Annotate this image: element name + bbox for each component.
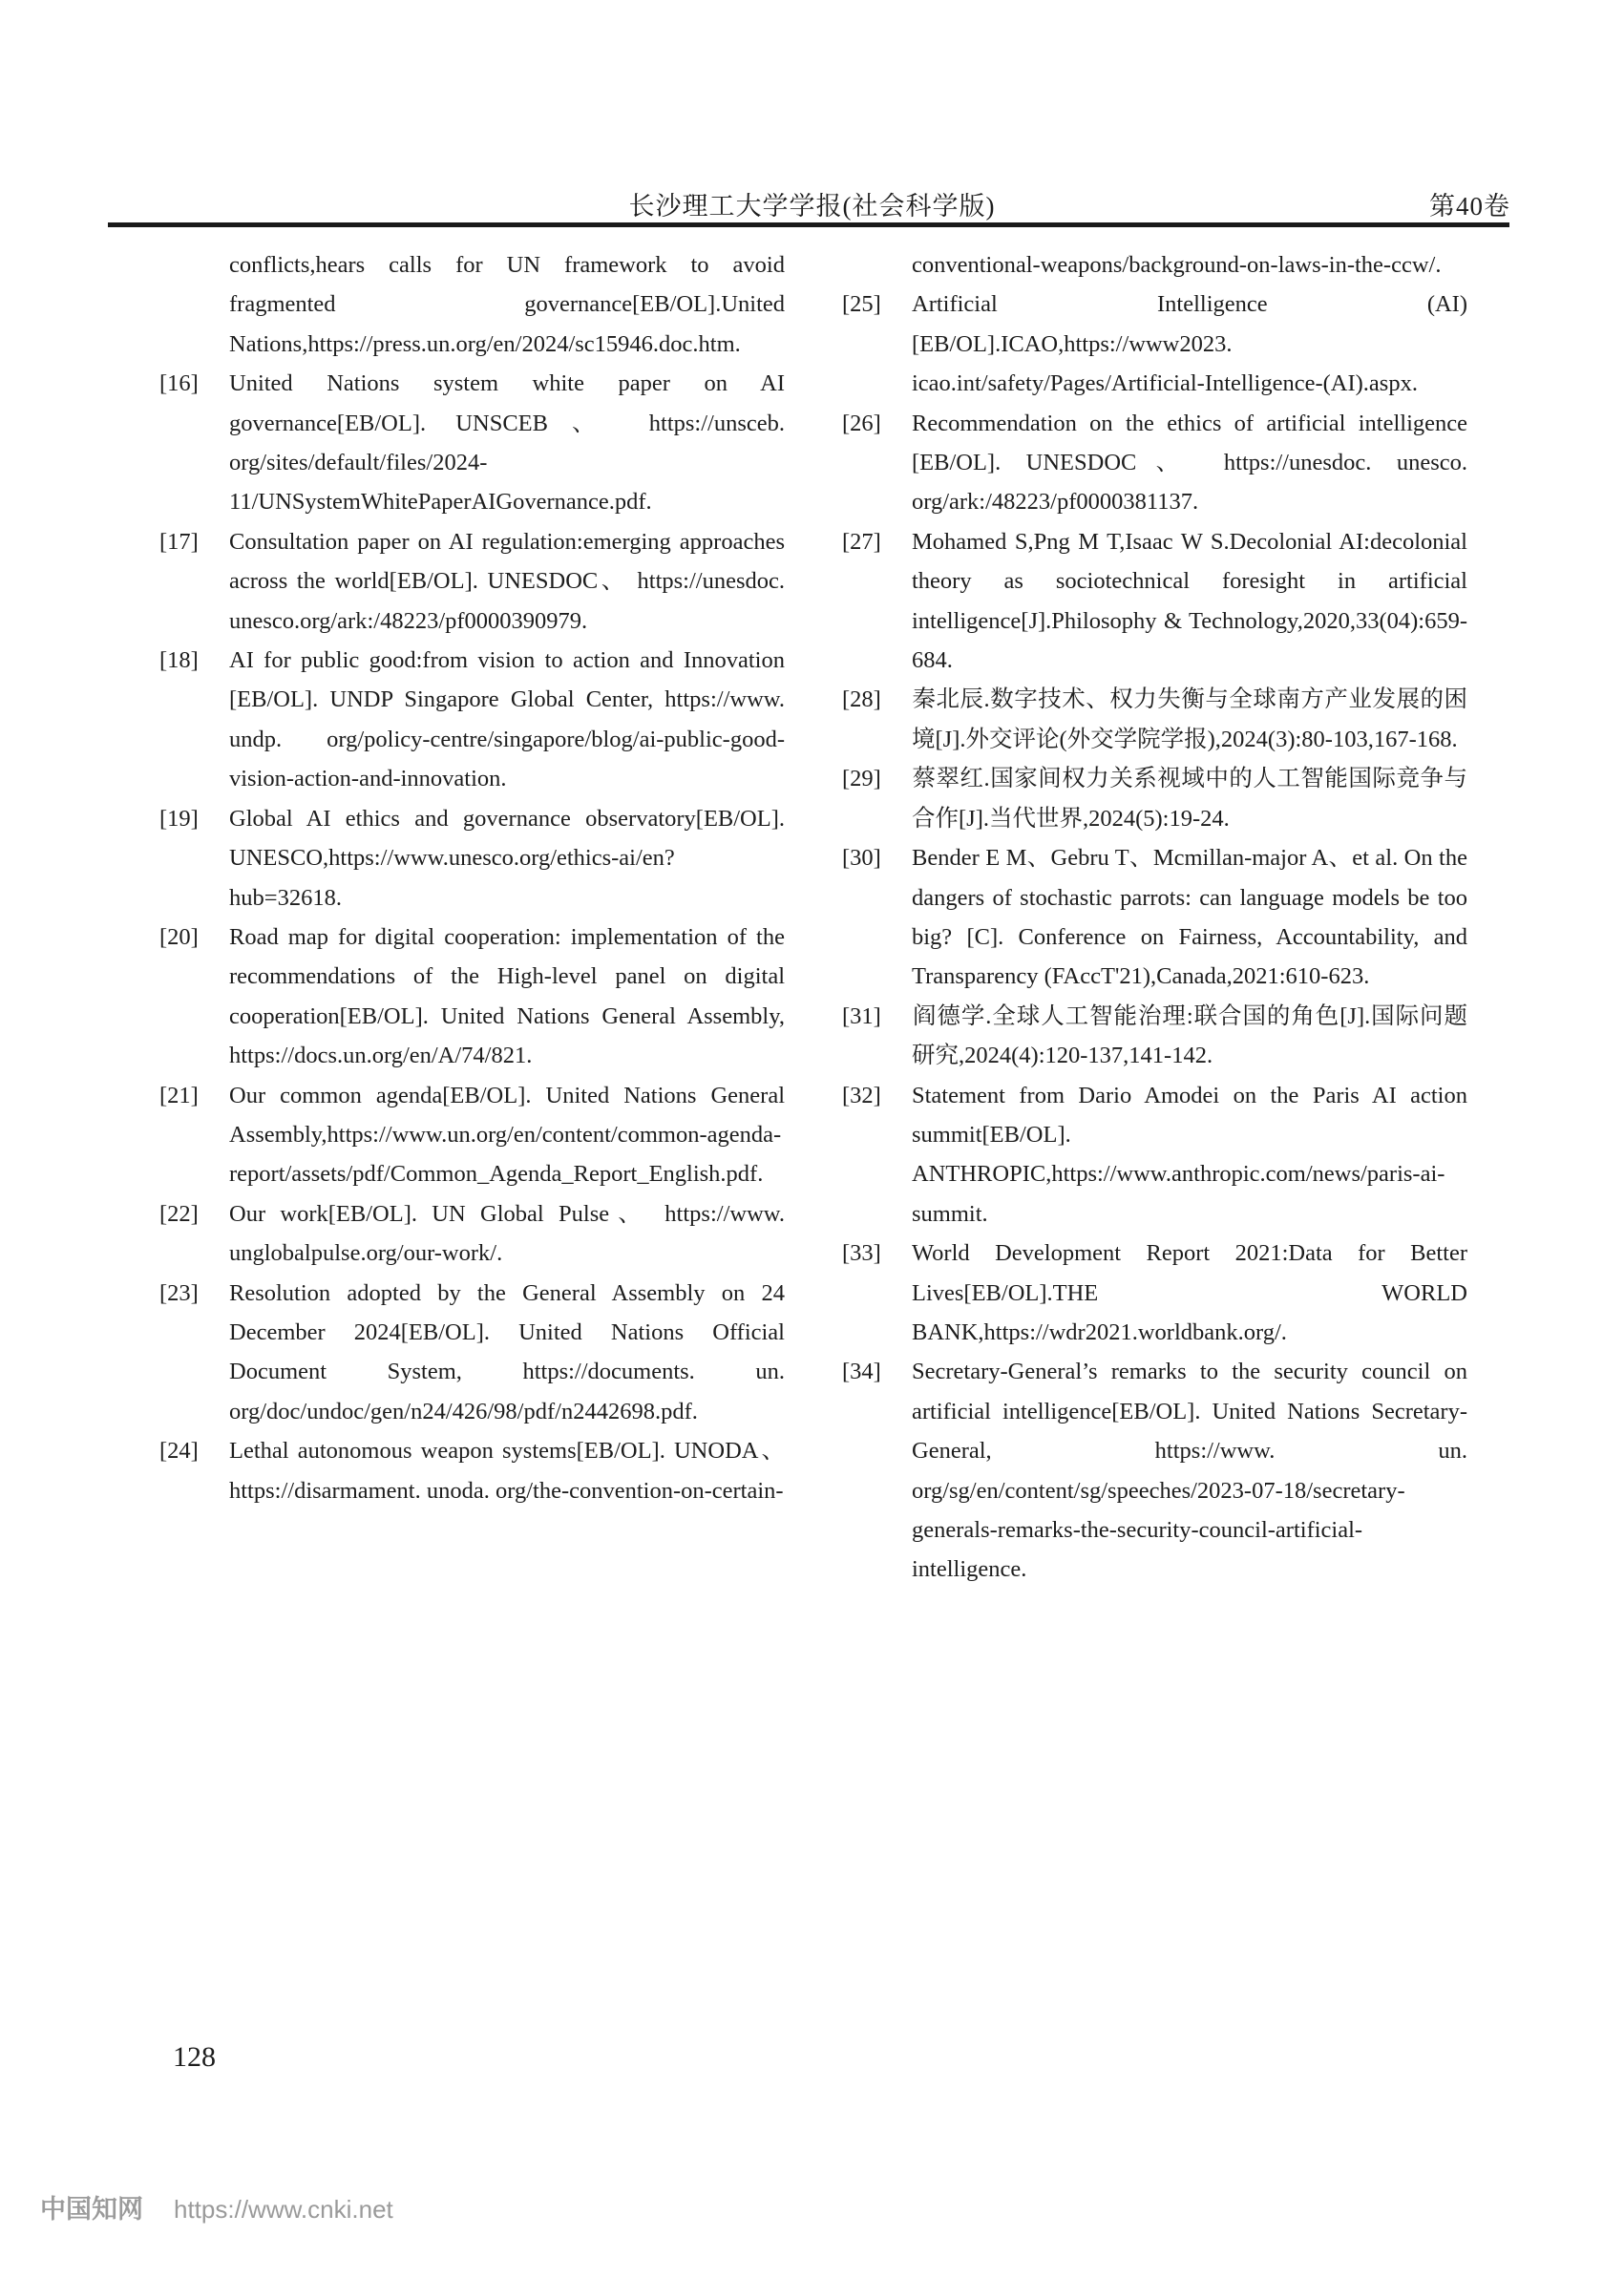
references-section — [159, 245, 1467, 1590]
reference-text: Consultation paper on AI regulation:emerging approaches across the world[EB/OL]. UNESDOC、 https://unesdoc. unesco.org/ark:/48223/pf0000390979. — [229, 528, 785, 634]
reference-item — [842, 759, 1467, 838]
reference-number: [32] — [842, 1082, 881, 1108]
reference-number: [21] — [159, 1082, 199, 1108]
reference-text: United Nations system white paper on AI governance[EB/OL]. UNSCEB、 https://unsceb. org/sites/default/files/2024-11/UNSystemWhitePaperAIGovernance.pdf. — [229, 370, 785, 516]
header-rule — [108, 222, 1509, 227]
reference-item — [842, 1352, 1467, 1589]
reference-item — [842, 838, 1467, 997]
reference-number: [27] — [842, 528, 881, 555]
page-number: 128 — [173, 2041, 216, 2073]
reference-text: conflicts,hears calls for UN framework to avoid fragmented governance[EB/OL].United Nations,https://press.un.org/en/2024/sc15946.doc.htm. — [229, 252, 785, 357]
cnki-url-label: https://www.cnki.net — [174, 2195, 393, 2224]
reference-text: Resolution adopted by the General Assembly on 24 December 2024[EB/OL]. United Nations Official Document System, https://documents. un. org/doc/undoc/gen/n24/426/98/pdf/n2442698.pdf. — [229, 1279, 785, 1424]
reference-number: [34] — [842, 1359, 881, 1385]
reference-item — [159, 918, 785, 1076]
reference-number: [24] — [159, 1438, 199, 1465]
reference-text: Our work[EB/OL]. UN Global Pulse、 https://www. unglobalpulse.org/our-work/. — [229, 1200, 785, 1267]
reference-text: Mohamed S,Png M T,Isaac W S.Decolonial AI:decolonial theory as sociotechnical foresight in artificial intelligence[J].Philosophy & Technology,2020,33(04):659-684. — [912, 528, 1467, 674]
reference-text: Lethal autonomous weapon systems[EB/OL]. UNODA、 https://disarmament. unoda. org/the-convention-on-certain- — [229, 1438, 785, 1504]
references-right-column — [842, 245, 1467, 1590]
reference-item — [842, 1076, 1467, 1234]
reference-item — [159, 641, 785, 799]
reference-item — [159, 522, 785, 641]
reference-item — [159, 1431, 785, 1510]
reference-text: 蔡翠红.国家间权力关系视域中的人工智能国际竞争与合作[J].当代世界,2024(5):19-24. — [912, 766, 1467, 832]
reference-text: 秦北辰.数字技术、权力失衡与全球南方产业发展的困境[J].外交评论(外交学院学报),2024(3):80-103,167-168. — [912, 686, 1467, 752]
reference-item — [842, 285, 1467, 403]
cnki-watermark — [40, 2188, 393, 2225]
reference-item — [159, 1274, 785, 1432]
reference-number: [18] — [159, 647, 199, 674]
reference-number: [33] — [842, 1240, 881, 1267]
reference-item — [842, 997, 1467, 1076]
reference-text: Statement from Dario Amodei on the Paris AI action summit[EB/OL]. ANTHROPIC,https://www.anthropic.com/news/paris-ai-summit. — [912, 1082, 1467, 1227]
cnki-brand-label: 中国知网 — [40, 2195, 143, 2224]
reference-item — [842, 245, 1467, 285]
references-left-column — [159, 245, 785, 1590]
reference-item — [842, 1234, 1467, 1352]
reference-number: [23] — [159, 1279, 199, 1306]
reference-item — [842, 680, 1467, 759]
reference-number: [16] — [159, 370, 199, 397]
reference-text: Bender E M、Gebru T、Mcmillan-major A、et al. On the dangers of stochastic parrots: can language models be too big? [C]. Conference on Fairness, Accountability, and Transparency (FAccT'21),Canada,2021:610-623. — [912, 845, 1467, 990]
reference-item — [159, 245, 785, 364]
reference-number: [25] — [842, 291, 881, 318]
reference-number: [31] — [842, 1002, 881, 1029]
reference-number: [28] — [842, 686, 881, 713]
journal-title: 长沙理工大学学报(社会科学版) — [628, 192, 996, 221]
reference-text: Artificial Intelligence (AI)[EB/OL].ICAO,https://www2023. icao.int/safety/Pages/Artificial-Intelligence-(AI).aspx. — [912, 291, 1467, 397]
reference-text: Road map for digital cooperation: implementation of the recommendations of the High-level panel on digital cooperation[EB/OL]. United Nations General Assembly, https://docs.un.org/en/A/74/821. — [229, 923, 785, 1069]
reference-item — [159, 1076, 785, 1194]
reference-item — [842, 404, 1467, 522]
reference-text: Recommendation on the ethics of artificial intelligence [EB/OL]. UNESDOC、 https://unesdoc. unesco. org/ark:/48223/pf0000381137. — [912, 410, 1467, 516]
reference-item — [159, 799, 785, 918]
volume-label: 第40卷 — [1429, 192, 1510, 221]
reference-item — [159, 364, 785, 522]
reference-text: AI for public good:from vision to action and Innovation [EB/OL]. UNDP Singapore Global Center, https://www. undp. org/policy-centre/singapore/blog/ai-public-good-vision-action-and-innovation. — [229, 647, 785, 792]
reference-number: [17] — [159, 528, 199, 555]
reference-text: 阎德学.全球人工智能治理:联合国的角色[J].国际问题研究,2024(4):120-137,141-142. — [912, 1002, 1467, 1069]
reference-item — [159, 1194, 785, 1274]
reference-number: [22] — [159, 1200, 199, 1227]
reference-item — [842, 522, 1467, 681]
reference-text: Our common agenda[EB/OL]. United Nations General Assembly,https://www.un.org/en/content/common-agenda-report/assets/pdf/Common_Agenda_Report_English.pdf. — [229, 1082, 785, 1188]
reference-number: [29] — [842, 766, 881, 792]
reference-text: conventional-weapons/background-on-laws-in-the-ccw/. — [912, 252, 1442, 278]
reference-number: [30] — [842, 845, 881, 872]
reference-text: Global AI ethics and governance observatory[EB/OL]. UNESCO,https://www.unesco.org/ethics-ai/en?hub=32618. — [229, 805, 785, 911]
reference-text: Secretary-General’s remarks to the security council on artificial intelligence[EB/OL]. United Nations Secretary-General, https://www. un. org/sg/en/content/sg/speeches/2023-07-18/secretary-generals-remarks-the-security-council-artificial-intelligence. — [912, 1359, 1467, 1583]
reference-text: World Development Report 2021:Data for Better Lives[EB/OL].THE WORLD BANK,https://wdr2021.worldbank.org/. — [912, 1240, 1467, 1345]
reference-number: [20] — [159, 923, 199, 950]
reference-number: [26] — [842, 410, 881, 436]
reference-number: [19] — [159, 805, 199, 832]
